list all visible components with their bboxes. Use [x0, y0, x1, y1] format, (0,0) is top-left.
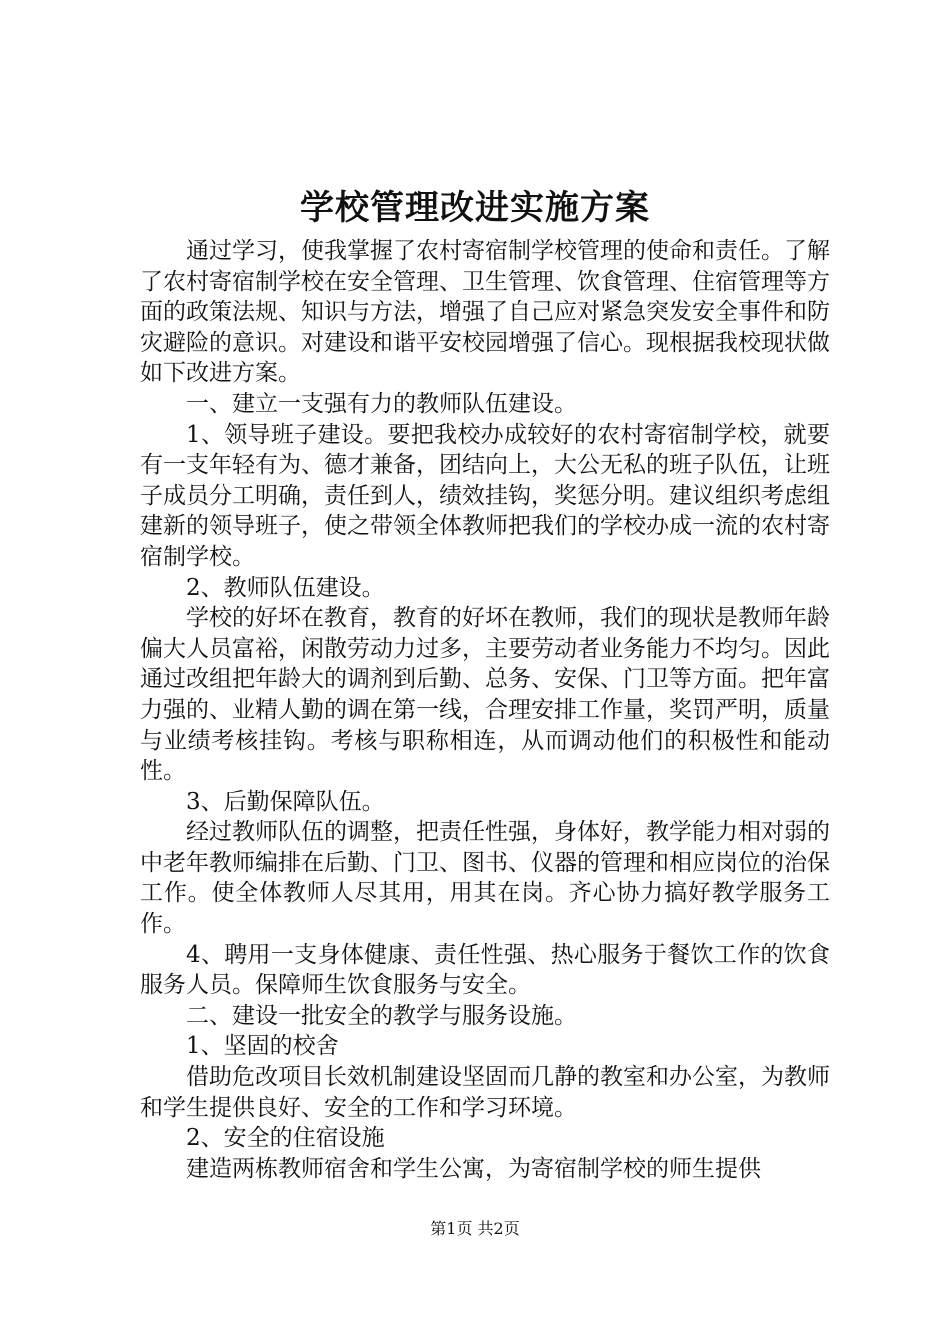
paragraph: 1、领导班子建设。要把我校办成较好的农村寄宿制学校，就要有一支年轻有为、德才兼备，团结向上，大公无私的班子队伍，让班子成员分工明确，责任到人，绩效挂钩，奖惩分明。建议组织考虑组建新的领导班子，使之带领全体教师把我们的学校办成一流的农村寄宿制学校。: [140, 421, 830, 570]
paragraph: 4、聘用一支身体健康、责任性强、热心服务于餐饮工作的饮食服务人员。保障师生饮食服务与安全。: [140, 941, 830, 999]
document-title: 学校管理改进实施方案: [300, 188, 650, 228]
section-heading: 一、建立一支强有力的教师队伍建设。: [186, 390, 577, 417]
page-number-footer: 第1页 共2页: [430, 1219, 520, 1238]
subsection-heading: 1、坚固的校舍: [186, 1033, 339, 1060]
subsection-heading: 2、教师队伍建设。: [186, 574, 385, 601]
paragraph: 借助危改项目长效机制建设坚固而几静的教室和办公室，为教师和学生提供良好、安全的工作和学习环境。: [140, 1064, 830, 1121]
subsection-heading: 3、后勤保障队伍。: [186, 788, 385, 815]
paragraph: 经过教师队伍的调整，把责任性强，身体好，教学能力相对弱的中老年教师编排在后勤、门卫、图书、仪器的管理和相应岗位的治保工作。使全体教师人尽其用，用其在岗。齐心协力搞好教学服务工作。: [140, 819, 830, 938]
paragraph: 通过学习，使我掌握了农村寄宿制学校管理的使命和责任。了解了农村寄宿制学校在安全管理、卫生管理、饮食管理、住宿管理等方面的政策法规、知识与方法，增强了自己应对紧急突发安全事件和防灾避险的意识。对建设和谐平安校园增强了信心。现根据我校现状做如下改进方案。: [140, 238, 830, 387]
section-heading: 二、建设一批安全的教学与服务设施。: [186, 1002, 577, 1029]
paragraph: 建造两栋教师宿舍和学生公寓，为寄宿制学校的师生提供: [186, 1155, 761, 1182]
paragraph: 学校的好坏在教育，教育的好坏在教师，我们的现状是教师年龄偏大人员富裕，闲散劳动力过多，主要劳动者业务能力不均匀。因此通过改组把年龄大的调剂到后勤、总务、安保、门卫等方面。把年富力强的、业精人勤的调在第一线，合理安排工作量，奖罚严明，质量与业绩考核挂钩。考核与职称相连，从而调动他们的积极性和能动性。: [140, 605, 830, 785]
document-body: [140, 236, 830, 1184]
subsection-heading: 2、安全的住宿设施: [186, 1125, 385, 1152]
